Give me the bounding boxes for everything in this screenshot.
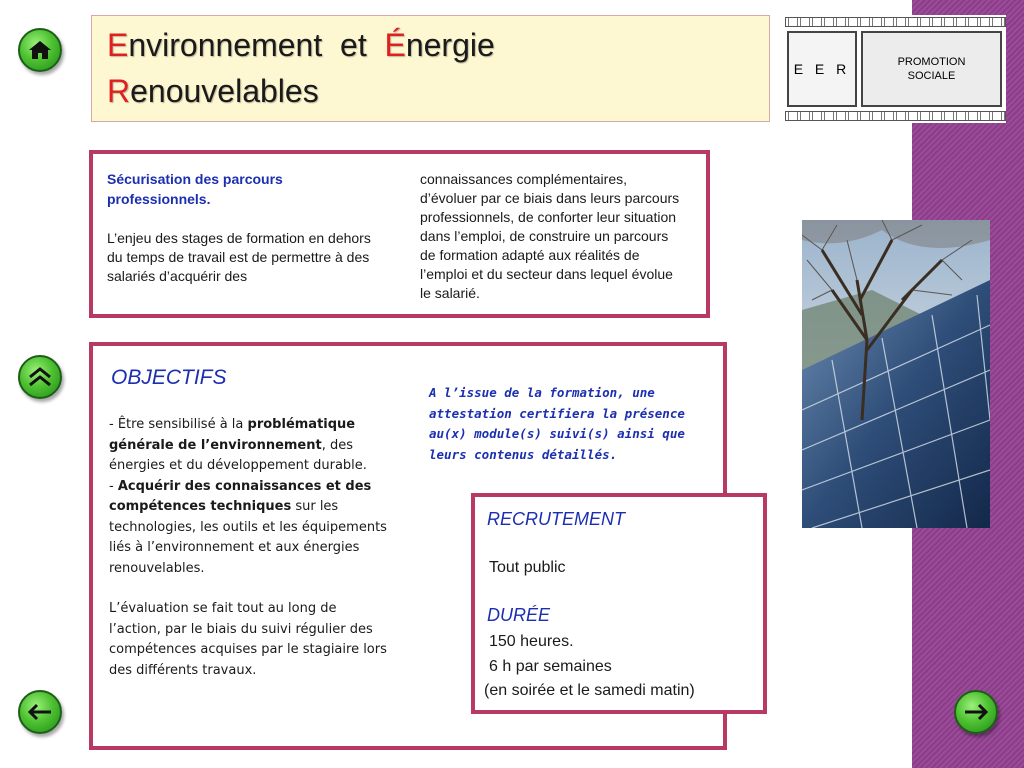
objectif-emphasis: problématique générale de l’environnement — [109, 417, 356, 453]
recrutement-card — [471, 493, 767, 714]
objectifs-body — [109, 415, 387, 681]
evaluation-text: L’évaluation se fait tout au long de l’action, par le biais du suivi régulier des compétences acquises par le stagiaire lors des différents travaux. — [109, 601, 387, 678]
objectif-item-1 — [109, 415, 387, 477]
title-word: nvironnement et — [128, 27, 385, 63]
recrutement-public: Tout public — [489, 559, 566, 576]
logo-promotion-frame — [861, 31, 1002, 107]
back-button[interactable] — [18, 690, 62, 734]
scroll-up-button[interactable] — [18, 355, 62, 399]
duree-per-week: 6 h par semaines — [489, 658, 612, 675]
objectifs-heading: OBJECTIFS — [111, 366, 227, 389]
title-initial-r: R — [107, 73, 131, 109]
title-word: enouvelables — [130, 73, 319, 109]
title-initial-e-accent: É — [384, 27, 406, 63]
arrow-left-icon — [26, 702, 54, 722]
next-button[interactable] — [954, 690, 998, 734]
solar-panels-image — [802, 220, 990, 528]
arrow-right-icon — [962, 702, 990, 722]
page-title-line-2 — [107, 73, 319, 110]
eer-logo — [785, 15, 1006, 123]
securisation-right-text: connaissances complémentaires, d’évoluer par ce biais dans leurs parcours professionnels, de conforter leur situation dans l’emploi, de construire un parcours de formation adapté aux réalités de l’emploi et du secteur dans lequel évolue le salarié. — [420, 171, 680, 301]
duree-hours: 150 heures. — [489, 633, 574, 650]
page-title-line-1 — [107, 27, 495, 64]
objectif-emphasis: Acquérir des connaissances et des compétences techniques — [109, 478, 372, 514]
film-perforations — [785, 111, 1006, 121]
logo-promotion-text: PROMOTION SOCIALE — [897, 56, 966, 82]
solar-panels-photo — [802, 220, 990, 528]
objectif-text: - — [109, 478, 118, 494]
objectif-text: sur les technologies, les outils et les équipements liés à l’environnement et aux énergies renouvelables. — [109, 499, 387, 576]
film-perforations — [785, 17, 1006, 27]
securisation-card — [89, 150, 710, 318]
securisation-left-text: L’enjeu des stages de formation en dehors du temps de travail est de permettre à des salariés d’acquérir des — [107, 230, 371, 284]
title-word: nergie — [405, 27, 495, 63]
duree-schedule: (en soirée et le samedi matin) — [484, 682, 695, 699]
home-button[interactable] — [18, 28, 62, 72]
recrutement-heading: RECRUTEMENT — [487, 509, 625, 529]
logo-eer-frame: E E R — [787, 31, 857, 107]
title-banner — [91, 15, 770, 122]
home-icon — [27, 39, 53, 61]
objectif-text: , des énergies et du développement durable. — [109, 437, 367, 473]
objectif-text: - Être sensibilisé à la — [109, 417, 248, 432]
duree-heading: DURÉE — [487, 605, 551, 625]
title-initial-e: E — [107, 27, 129, 63]
objectif-item-2 — [109, 477, 387, 580]
double-chevron-up-icon — [27, 366, 53, 388]
attestation-note: A l’issue de la formation, une attestation certifiera la présence au(x) module(s) suivi(s) ainsi que leurs contenus détaillés. — [429, 385, 685, 462]
securisation-heading: Sécurisation des parcours professionnels. — [107, 171, 283, 207]
